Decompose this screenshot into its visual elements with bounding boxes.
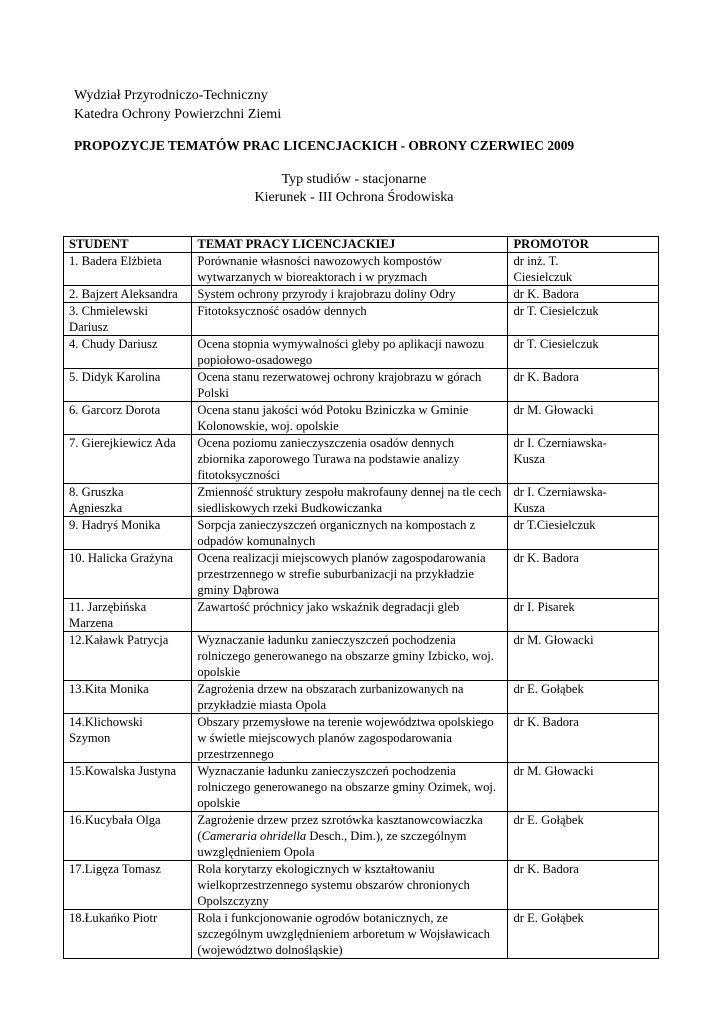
promotor-name: dr M. Głowacki: [513, 764, 594, 778]
topic-cell: [192, 599, 508, 632]
thesis-topic: Zagrożenie drzew przez szrotówka kasztanowcowiaczka (Cameraria ohridella Desch., Dim.), ze szczególnym uwzględnieniem Opola: [197, 813, 483, 859]
promotor-name: dr M. Głowacki: [513, 403, 594, 417]
promotor-cell: [508, 303, 659, 336]
promotor-name: dr I. Pisarek: [513, 600, 575, 614]
column-header-promotor: PROMOTOR: [508, 237, 659, 253]
thesis-topic: System ochrony przyrody i krajobrazu doliny Odry: [197, 287, 456, 301]
promotor-cell: [508, 286, 659, 303]
student-cell: [64, 632, 192, 681]
student-cell: [64, 517, 192, 550]
promotor-name: dr inż. T. Ciesielczuk: [513, 254, 573, 284]
student-name: 12.Kaławk Patrycja: [69, 633, 169, 647]
student-name: 15.Kowalska Justyna: [69, 764, 177, 778]
thesis-topic: Ocena stanu rezerwatowej ochrony krajobrazu w górach Polski: [197, 370, 482, 400]
topic-cell: [192, 286, 508, 303]
thesis-topic: Zmienność struktury zespołu makrofauny dennej na tle cech siedliskowych rzeki Budkowiczanka: [197, 485, 502, 515]
table-row: [64, 253, 659, 286]
table-row: [64, 681, 659, 714]
thesis-topic: Ocena stanu jakości wód Potoku Bziniczka w Gminie Kolonowskie, woj. opolskie: [197, 403, 469, 433]
study-type: Typ studiów - stacjonarne: [281, 172, 427, 187]
faculty-name: Wydział Przyrodniczo-Techniczny: [74, 88, 268, 103]
thesis-topic: Porównanie własności nawozowych kompostów wytwarzanych w bioreaktorach i w pryzmach: [197, 254, 442, 284]
table-row: [64, 812, 659, 861]
student-name: 2. Bajzert Aleksandra: [69, 287, 178, 301]
table-row: [64, 303, 659, 336]
table-row: [64, 550, 659, 599]
topic-cell: [192, 681, 508, 714]
promotor-cell: [508, 369, 659, 402]
student-cell: [64, 550, 192, 599]
promotor-name: dr E. Gołąbek: [513, 911, 584, 925]
table-row: [64, 763, 659, 812]
promotor-name: dr K. Badora: [513, 551, 579, 565]
table-header-row: [64, 237, 659, 253]
thesis-topic: Obszary przemysłowe na terenie województwa opolskiego w świetle miejscowych planów zagospodarowania przestrzennego: [197, 715, 494, 761]
topic-cell: [192, 336, 508, 369]
student-cell: [64, 910, 192, 959]
promotor-cell: [508, 550, 659, 599]
promotor-name: dr E. Gołąbek: [513, 682, 584, 696]
promotor-cell: [508, 632, 659, 681]
document-header: [74, 86, 281, 124]
table-row: [64, 435, 659, 484]
student-cell: [64, 599, 192, 632]
student-cell: [64, 681, 192, 714]
student-cell: [64, 763, 192, 812]
student-name: 4. Chudy Dariusz: [69, 337, 158, 351]
student-name: 6. Garcorz Dorota: [69, 403, 161, 417]
promotor-cell: [508, 484, 659, 517]
table-row: [64, 286, 659, 303]
department-name: Katedra Ochrony Powierzchni Ziemi: [74, 107, 282, 122]
table-row: [64, 402, 659, 435]
student-cell: [64, 369, 192, 402]
topic-cell: [192, 763, 508, 812]
topic-cell: [192, 517, 508, 550]
topic-cell: [192, 632, 508, 681]
thesis-topic: Ocena realizacji miejscowych planów zagospodarowania przestrzennego w strefie suburbanizacji na przykładzie gminy Dąbrowa: [197, 551, 486, 597]
student-name: 17.Ligęza Tomasz: [69, 862, 161, 876]
student-cell: [64, 714, 192, 763]
thesis-topic: Wyznaczanie ładunku zanieczyszczeń pochodzenia rolniczego generowanego na obszarze gminy Ozimek, woj. opolskie: [197, 764, 497, 810]
table-row: [64, 369, 659, 402]
promotor-cell: [508, 402, 659, 435]
promotor-cell: [508, 681, 659, 714]
topic-cell: [192, 435, 508, 484]
column-header-student: STUDENT: [64, 237, 192, 253]
table-row: [64, 484, 659, 517]
topic-cell: [192, 812, 508, 861]
student-cell: [64, 435, 192, 484]
page-title: PROPOZYCJE TEMATÓW PRAC LICENCJACKICH - OBRONY CZERWIEC 2009: [74, 138, 575, 153]
promotor-name: dr I. Czerniawska- Kusza: [513, 436, 607, 466]
thesis-topic: Sorpcja zanieczyszczeń organicznych na kompostach z odpadów komunalnych: [197, 518, 476, 548]
student-cell: [64, 303, 192, 336]
table-row: [64, 599, 659, 632]
student-cell: [64, 253, 192, 286]
student-name: 18.Łukańko Piotr: [69, 911, 158, 925]
student-name: 1. Badera Elżbieta: [69, 254, 162, 268]
promotor-cell: [508, 435, 659, 484]
student-name: 3. Chmielewski Dariusz: [69, 304, 149, 334]
student-name: 5. Didyk Karolina: [69, 370, 161, 384]
promotor-name: dr T. Ciesielczuk: [513, 337, 599, 351]
student-cell: [64, 402, 192, 435]
promotor-cell: [508, 253, 659, 286]
table-row: [64, 861, 659, 910]
major: Kierunek - III Ochrona Środowiska: [254, 190, 454, 205]
student-name: 14.Klichowski Szymon: [69, 715, 143, 745]
promotor-cell: [508, 714, 659, 763]
student-cell: [64, 812, 192, 861]
promotor-name: dr K. Badora: [513, 287, 579, 301]
student-cell: [64, 286, 192, 303]
promotor-cell: [508, 599, 659, 632]
table-row: [64, 632, 659, 681]
thesis-topic: Ocena poziomu zanieczyszczenia osadów dennych zbiornika zaporowego Turawa na podstawie analizy fitotoksyczności: [197, 436, 460, 482]
promotor-cell: [508, 910, 659, 959]
promotor-name: dr T.Ciesielczuk: [513, 518, 596, 532]
topics-table: [63, 236, 659, 959]
table-row: [64, 336, 659, 369]
promotor-cell: [508, 517, 659, 550]
topic-cell: [192, 303, 508, 336]
column-header-topic: TEMAT PRACY LICENCJACKIEJ: [192, 237, 508, 253]
student-name: 10. Halicka Grażyna: [69, 551, 173, 565]
promotor-name: dr E. Gołąbek: [513, 813, 584, 827]
thesis-topic: Rola korytarzy ekologicznych w kształtowaniu wielkoprzestrzennego systemu obszarów chronionych Opolszczyzny: [197, 862, 470, 908]
promotor-cell: [508, 861, 659, 910]
table-row: [64, 910, 659, 959]
topic-cell: [192, 369, 508, 402]
thesis-topic: Zagrożenia drzew na obszarach zurbanizowanych na przykładzie miasta Opola: [197, 682, 464, 712]
thesis-topic: Rola i funkcjonowanie ogrodów botanicznych, ze szczególnym uwzględnieniem arboretum w Wojsławicach (województwo dolnośląskie): [197, 911, 490, 957]
promotor-cell: [508, 336, 659, 369]
topic-cell: [192, 910, 508, 959]
promotor-cell: [508, 763, 659, 812]
promotor-name: dr K. Badora: [513, 862, 579, 876]
student-name: 13.Kita Monika: [69, 682, 149, 696]
topic-cell: [192, 484, 508, 517]
promotor-name: dr K. Badora: [513, 715, 579, 729]
promotor-name: dr I. Czerniawska- Kusza: [513, 485, 607, 515]
promotor-name: dr T. Ciesielczuk: [513, 304, 599, 318]
student-name: 16.Kucybała Olga: [69, 813, 161, 827]
topic-cell: [192, 550, 508, 599]
promotor-cell: [508, 812, 659, 861]
student-cell: [64, 336, 192, 369]
student-name: 8. Gruszka Agnieszka: [69, 485, 124, 515]
student-name: 11. Jarzębińska Marzena: [69, 600, 147, 630]
topic-cell: [192, 861, 508, 910]
promotor-name: dr M. Głowacki: [513, 633, 594, 647]
promotor-name: dr K. Badora: [513, 370, 579, 384]
thesis-topic: Zawartość próchnicy jako wskaźnik degradacji gleb: [197, 600, 460, 614]
table-row: [64, 517, 659, 550]
thesis-topic: Wyznaczanie ładunku zanieczyszczeń pochodzenia rolniczego generowanego na obszarze gminy Izbicko, woj. opolskie: [197, 633, 494, 679]
table-row: [64, 714, 659, 763]
thesis-topic: Fitotoksyczność osadów dennych: [197, 304, 367, 318]
topic-cell: [192, 402, 508, 435]
student-cell: [64, 861, 192, 910]
thesis-topic: Ocena stopnia wymywalności gleby po aplikacji nawozu popiołowo-osadowego: [197, 337, 485, 367]
student-cell: [64, 484, 192, 517]
topic-cell: [192, 714, 508, 763]
student-name: 9. Hadryś Monika: [69, 518, 161, 532]
table-body: [64, 253, 659, 959]
topic-cell: [192, 253, 508, 286]
student-name: 7. Gierejkiewicz Ada: [69, 436, 176, 450]
